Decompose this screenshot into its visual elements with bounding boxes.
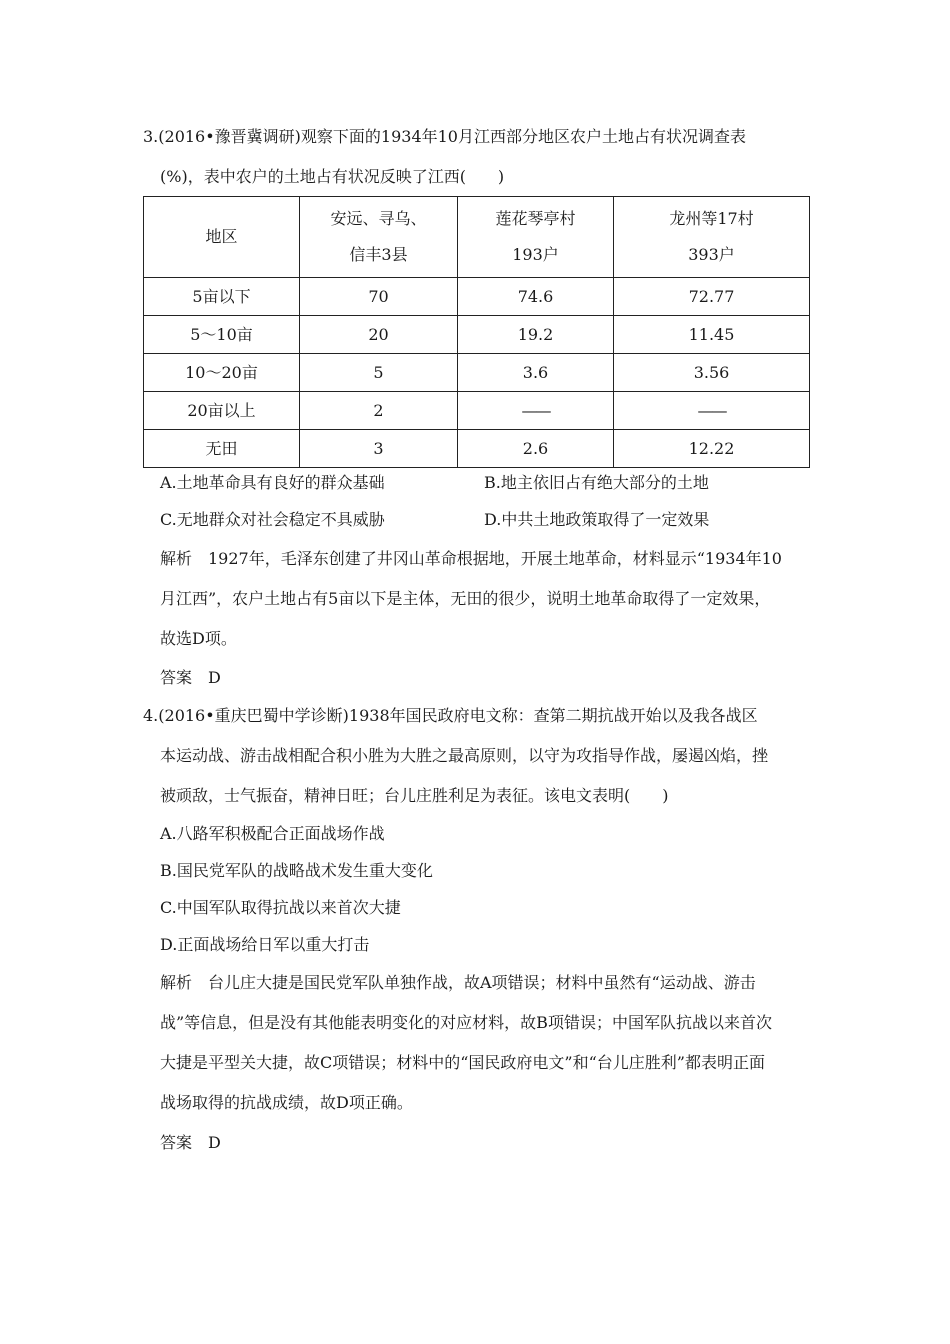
q3-option-c: C.无地群众对社会稳定不具威胁 bbox=[160, 510, 385, 529]
q3-option-a: A.土地革命具有良好的群众基础 bbox=[160, 473, 385, 492]
table-cell: 20亩以上 bbox=[144, 392, 300, 430]
table-cell: 10～20亩 bbox=[144, 354, 300, 392]
table-cell: 11.45 bbox=[614, 316, 810, 354]
header-cell-region: 地区 bbox=[144, 197, 300, 278]
table-cell: —— bbox=[614, 392, 810, 430]
table-row bbox=[144, 354, 810, 392]
table-cell: 5～10亩 bbox=[144, 316, 300, 354]
q4-option-d: D.正面战场给日军以重大打击 bbox=[160, 935, 370, 954]
table-cell: 19.2 bbox=[458, 316, 614, 354]
table-row bbox=[144, 430, 810, 468]
table-cell: 20 bbox=[300, 316, 458, 354]
q4-analysis-line-1: 解析 台儿庄大捷是国民党军队单独作战，故A项错误；材料中虽然有“运动战、游击 bbox=[160, 973, 756, 992]
table-cell: 无田 bbox=[144, 430, 300, 468]
q4-option-c: C.中国军队取得抗战以来首次大捷 bbox=[160, 898, 401, 917]
table-cell: 72.77 bbox=[614, 278, 810, 316]
q3-analysis-line-2: 月江西”，农户土地占有5亩以下是主体，无田的很少，说明土地革命取得了一定效果， bbox=[160, 589, 771, 608]
table-cell: 5亩以下 bbox=[144, 278, 300, 316]
q3-option-d: D.中共土地政策取得了一定效果 bbox=[484, 510, 710, 529]
q4-analysis-line-2: 战”等信息，但是没有其他能表明变化的对应材料，故B项错误；中国军队抗战以来首次 bbox=[160, 1013, 772, 1032]
table-cell: 5 bbox=[300, 354, 458, 392]
q4-stem-line-2: 本运动战、游击战相配合积小胜为大胜之最高原则，以守为攻指导作战，屡遏凶焰，挫 bbox=[160, 746, 769, 765]
table-cell: 74.6 bbox=[458, 278, 614, 316]
q3-answer: 答案 D bbox=[160, 668, 221, 687]
header-cell-anyuan: 安远、寻乌、 信丰3县 bbox=[300, 197, 458, 278]
q4-option-b: B.国民党军队的战略战术发生重大变化 bbox=[160, 861, 433, 880]
land-survey-table bbox=[143, 196, 810, 468]
table-cell: —— bbox=[458, 392, 614, 430]
table-cell: 70 bbox=[300, 278, 458, 316]
table-cell: 3.6 bbox=[458, 354, 614, 392]
table-cell: 2 bbox=[300, 392, 458, 430]
table-cell: 12.22 bbox=[614, 430, 810, 468]
q3-option-b: B.地主依旧占有绝大部分的土地 bbox=[484, 473, 709, 492]
table-header-row bbox=[144, 197, 810, 278]
table-cell: 2.6 bbox=[458, 430, 614, 468]
q4-answer: 答案 D bbox=[160, 1133, 221, 1152]
table-cell: 3.56 bbox=[614, 354, 810, 392]
q3-stem-line-2: (%)，表中农户的土地占有状况反映了江西( ) bbox=[160, 167, 505, 186]
table-row bbox=[144, 392, 810, 430]
q4-stem-line-3: 被顽敌，士气振奋，精神日旺；台儿庄胜利足为表征。该电文表明( ) bbox=[160, 786, 669, 805]
q4-option-a: A.八路军积极配合正面战场作战 bbox=[160, 824, 385, 843]
table-row bbox=[144, 278, 810, 316]
q4-analysis-line-4: 战场取得的抗战成绩，故D项正确。 bbox=[160, 1093, 413, 1112]
table-row bbox=[144, 316, 810, 354]
header-cell-longzhou: 龙州等17村 393户 bbox=[614, 197, 810, 278]
q3-stem-line-1: 3.(2016•豫晋冀调研)观察下面的1934年10月江西部分地区农户土地占有状况调查表 bbox=[143, 127, 746, 146]
q4-stem-line-1: 4.(2016•重庆巴蜀中学诊断)1938年国民政府电文称：查第二期抗战开始以及我各战区 bbox=[143, 706, 758, 725]
q3-analysis-line-3: 故选D项。 bbox=[160, 629, 237, 648]
header-cell-lianhua: 莲花琴亭村 193户 bbox=[458, 197, 614, 278]
q4-analysis-line-3: 大捷是平型关大捷，故C项错误；材料中的“国民政府电文”和“台儿庄胜利”都表明正面 bbox=[160, 1053, 765, 1072]
table-cell: 3 bbox=[300, 430, 458, 468]
q3-analysis-line-1: 解析 1927年，毛泽东创建了井冈山革命根据地，开展土地革命，材料显示“1934年10 bbox=[160, 549, 782, 568]
